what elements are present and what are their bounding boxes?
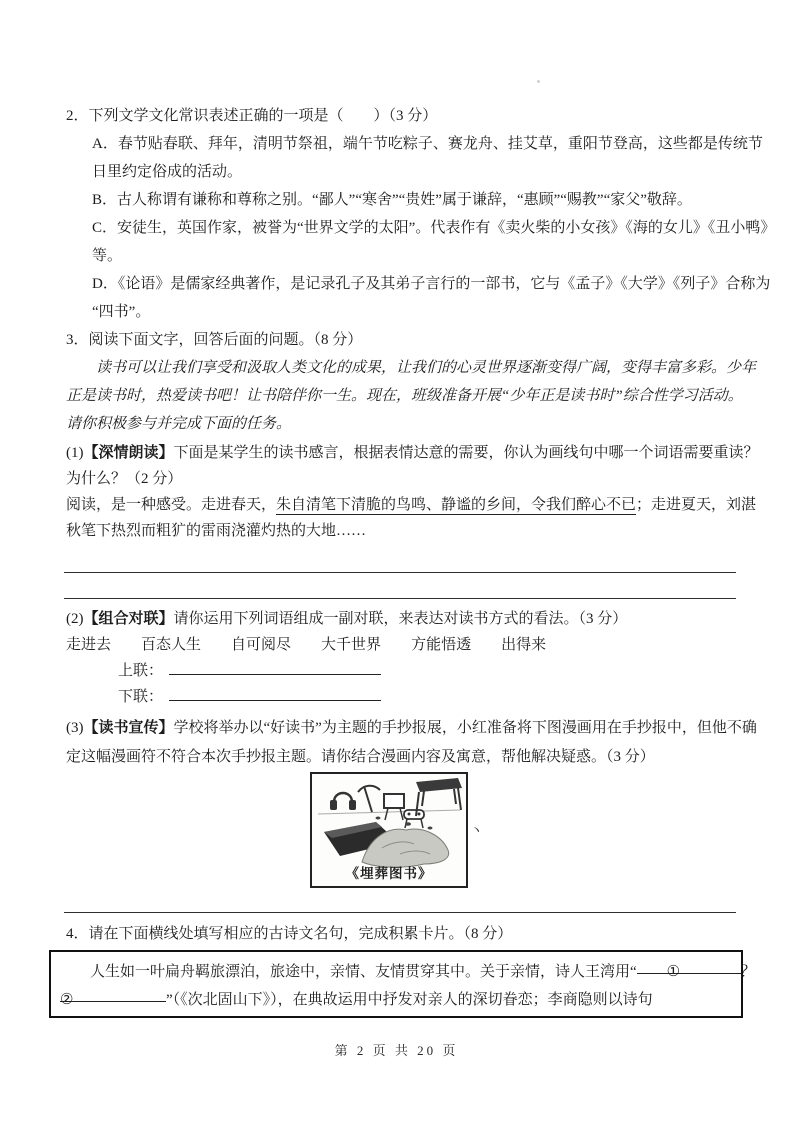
sub-question-3-tag: 【读书宣传】 (83, 720, 174, 736)
question-3-stem: 3．阅读下面文字，回答后面的问题。（8 分） (66, 332, 363, 348)
question-2-option-d-line2: “四书”。 (92, 304, 151, 320)
lower-couplet-blank (169, 685, 381, 701)
sub-question-2-tag: 【组合对联】 (83, 611, 174, 627)
couplet-word: 大千世界 (321, 637, 382, 653)
question-2-option-b: B．古人称谓有谦称和尊称之别。“鄙人”“寒舍”“贵姓”属于谦辞，“惠顾”“赐教”“家父”敬辞。 (92, 192, 692, 208)
upper-couplet-label: 上联： (118, 663, 164, 679)
sub-question-2-marker: (2) (66, 611, 84, 627)
answer-line (64, 598, 736, 599)
cartoon-figure (310, 772, 468, 888)
pickaxe-icon (358, 786, 380, 812)
page-footer: 第 2 页 共 20 页 (334, 1043, 459, 1058)
question-3 (66, 326, 738, 354)
cartoon-drawing (312, 774, 466, 868)
cartoon-caption: 《埋葬图书》 (345, 866, 433, 881)
couplet-word-bank (66, 632, 738, 658)
question-4-stem: 4．请在下面横线处填写相应的古诗文名句，完成积累卡片。（8 分） (66, 926, 513, 942)
dirt-clod (376, 817, 381, 820)
sub-question-1-prompt-line2: 为什么？（2 分） (66, 471, 183, 487)
couplet-word: 百态人生 (141, 637, 202, 653)
card-text-post: ”（《次北固山下》），在典故运用中抒发对亲人的深切眷恋；李商隐则以诗句 (166, 992, 653, 1008)
sub-question-1 (66, 440, 759, 544)
question-2-option-c-line2: 等。 (92, 248, 123, 264)
intro-line: 请你积极参与并完成下面的任务。 (66, 416, 292, 432)
question-2-option-a-line1: A．春节贴春联、拜年，清明节祭祖，端午节吃粽子、赛龙舟、挂艾草，重阳节登高，这些都是传统节 (92, 136, 763, 152)
sub-question-3-marker: (3) (66, 720, 84, 736)
ground-line (318, 810, 460, 814)
upper-couplet-blank (169, 659, 381, 675)
card-text-mid: ？ (740, 964, 756, 980)
question-3-intro (66, 354, 757, 438)
quote-text-line2: 秋笔下热烈而粗犷的雷雨浇灌灼热的大地…… (66, 523, 367, 539)
accumulation-card (49, 950, 756, 1018)
controller-button (418, 813, 421, 816)
sub-question-2-prompt: 请你运用下列词语组成一副对联，来表达对读书方式的看法。（3 分） (173, 611, 628, 627)
sub-question-1-tag: 【深情朗读】 (83, 445, 174, 461)
sub-question-3 (66, 714, 757, 772)
blank-1-label: ① (666, 964, 681, 980)
monitor-legs (385, 808, 403, 820)
print-speck (537, 80, 540, 83)
headphone-cup (349, 800, 356, 810)
poem-blank-2 (60, 986, 166, 1008)
lower-couplet-label: 下联： (118, 689, 164, 705)
blank-2-label: ② (60, 992, 74, 1008)
question-4 (66, 920, 738, 948)
card-text-pre: 人生如一叶扁舟羁旅漂泊，旅途中，亲情、友情贯穿其中。关于亲情，诗人王湾用“ (90, 964, 637, 980)
question-2-option-a-line2: 日里约定俗成的活动。 (92, 164, 243, 180)
sub-question-3-prompt: 学校将举办以“好读书”为主题的手抄报展，小红准备将下图漫画用在手抄报中，但他不确 (173, 720, 757, 736)
underlined-phrase: 朱自清笔下清脆的鸟鸣、静谧的乡间，令我们醉心不已 (276, 497, 637, 513)
couplet-word: 走进去 (66, 637, 112, 653)
sub-question-3-prompt-line2: 定这幅漫画符不符合本次手抄报主题。请你结合漫画内容及寓意，帮他解决疑惑。（3 分） (66, 749, 655, 765)
stray-ink-mark: 丶 (470, 823, 484, 838)
intro-line: 读书可以让我们享受和汲取人类文化的成果，让我们的心灵世界逐渐变得广阔，变得丰富多彩。少年 (96, 360, 757, 376)
dirt-clod (405, 822, 411, 826)
question-2-stem: 2．下列文学文化常识表述正确的一项是（ ）（3 分） (66, 108, 438, 124)
headphone-cup (330, 800, 337, 810)
controller-button (408, 813, 411, 816)
intro-line: 正是读书时，热爱读书吧！让书陪伴你一生。现在，班级准备开展“少年正是读书时”综合性学习活动。 (66, 388, 743, 404)
answer-line (64, 912, 736, 913)
couplet-word: 自可阅尽 (231, 637, 292, 653)
dirt-clod (428, 827, 433, 830)
quote-text-pre: 阅读，是一种感受。走进春天， (66, 497, 277, 513)
sub-question-1-prompt: 下面是某学生的读书感言，根据表情达意的需要，你认为画线句中哪一个词语需要重读？ (173, 445, 759, 461)
question-2 (66, 102, 776, 326)
headphones-icon (334, 793, 352, 802)
quote-text-post: ；走进夏天，刘湛 (636, 497, 757, 513)
sub-question-1-marker: (1) (66, 445, 84, 461)
game-controller-icon (404, 810, 424, 819)
question-2-option-d-line1: D．《论语》是儒家经典著作，是记录孔子及其弟子言行的一部书，它与《孟子》《大学》《列子》合称为 (92, 276, 771, 292)
question-2-option-c-line1: C．安徒生，英国作家，被誉为“世界文学的太阳”。代表作有《卖火柴的小女孩》《海的女儿》《丑小鸭》 (92, 220, 776, 236)
monitor-icon (384, 794, 404, 808)
couplet-word: 方能悟透 (411, 637, 472, 653)
poem-blank-1 (637, 958, 741, 980)
sub-question-2 (66, 606, 738, 710)
answer-line (64, 572, 736, 573)
couplet-word: 出得来 (501, 637, 547, 653)
